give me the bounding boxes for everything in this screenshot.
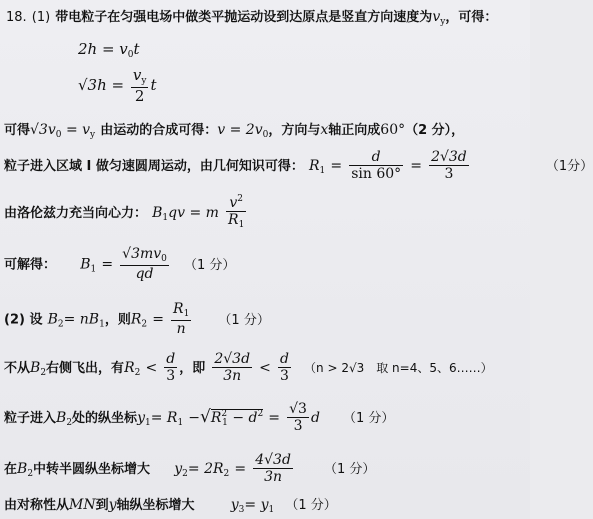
lorentz-line: 由洛伦兹力充当向心力： B1qv = m $\frac{v^2}{R_1}$ [4,194,245,230]
y2-line: 在B2中转半圆纵坐标增大 y2= 2R2 = $\frac{4√3d}{3n}$ （1 分） [4,452,376,485]
velocity-result-line: 可得√3v0 = vy 由运动的合成可得：v = 2v0，方向与x轴正向成60°（2 分）， [4,122,465,140]
problem-intro-line: 18. (1) 带电粒子在匀强电场中做类平抛运动设到达原点是竖直方向速度为vy，可得： [6,9,498,27]
equation-horizontal: $2h = v_0t$ [78,40,140,60]
part-label: (1) [31,10,51,25]
y1-line: 粒子进入B2处的纵坐标$y1= R1 -√R^2_1 - d^2$ = $\frac{√3}{3}$ d （1 分） [4,401,395,434]
problem-number: 18. [6,10,27,25]
intro-text: 带电粒子在匀强电场中做类平抛运动设到达原点是竖直方向速度为 [55,10,433,25]
radius-line: 粒子进入区域 I 做匀速圆周运动，由几何知识可得： R1 = $\frac{d}{\sin 60^\circ}$ = $\frac{2√3d}{3}$ （1分） [4,149,593,182]
exit-condition-line: 不从B2右侧飞出，有R2 < $\frac{d}{3}$ ，即 $\frac{2√3d}{3n}$ < $\frac{d}{3}$ （n > 2√3 取 n=4、5、6……） [4,351,493,384]
y3-line: 由对称性从MN到y轴纵坐标增大 y3= y1 （1 分） [4,497,337,515]
field-result-line: 可解得： B1 = $\frac{√3mv_0}{qd}$ （1 分） [4,246,236,282]
equation-vertical: √3h = $\frac{v_y}{2}$ t [78,66,157,105]
part2-line: (2) 设 B2= nB1，则R2 = $\frac{R_1}{n}$ （1 分） [4,301,270,337]
